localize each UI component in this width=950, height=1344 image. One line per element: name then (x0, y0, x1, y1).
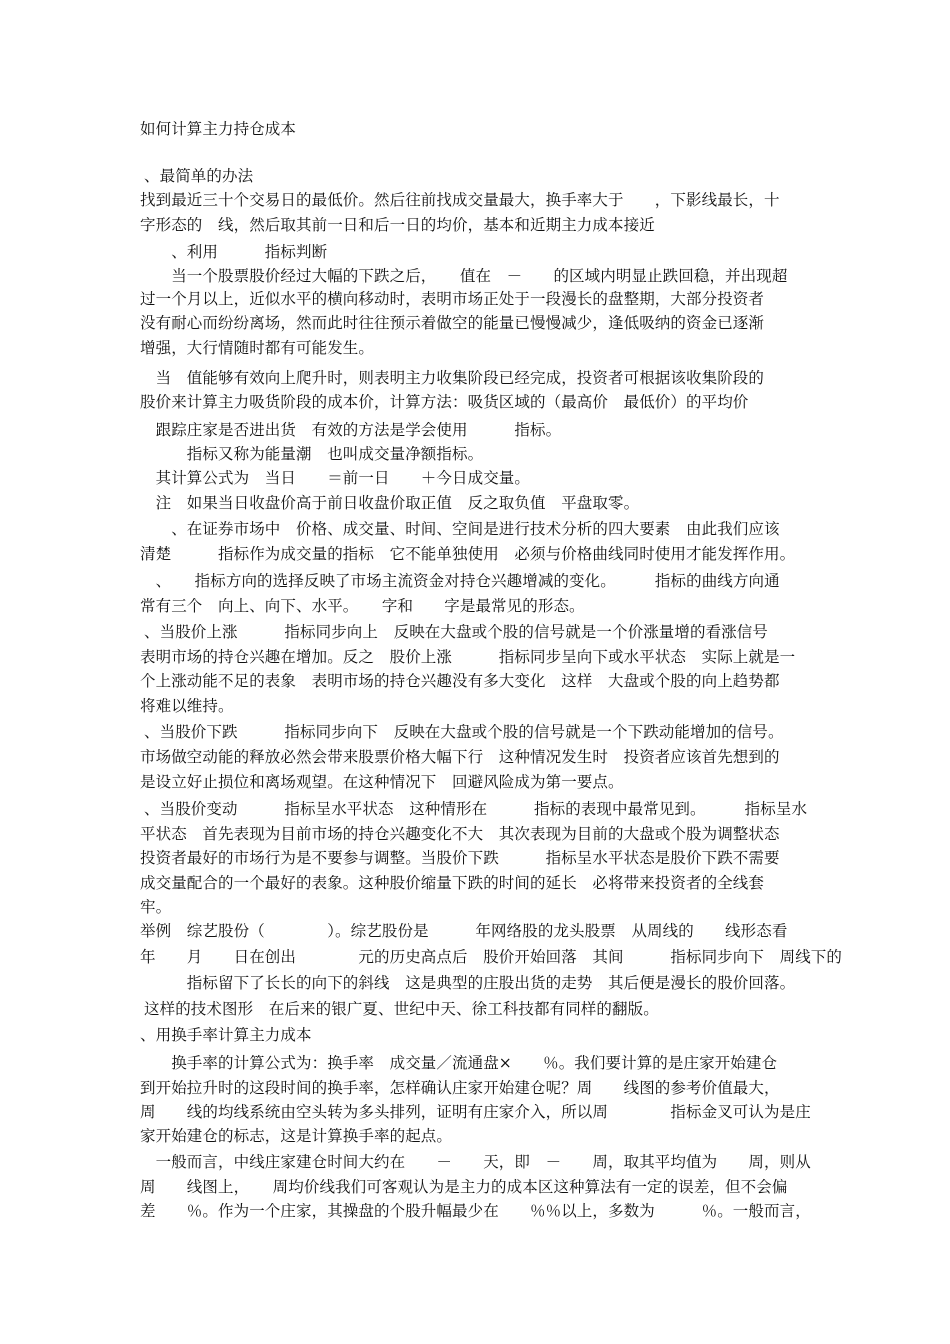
paragraph-line: 个上涨动能不足的表象 表明市场的持仓兴趣没有多大变化 这样 大盘或个股的向上趋势都 (140, 672, 780, 690)
paragraph-line: 、利用 指标判断 (140, 243, 328, 261)
paragraph-line: 成交量配合的一个最好的表象。这种股价缩量下跌的时间的延长 必将带来投资者的全线套 (140, 874, 765, 892)
paragraph-line: 当一个股票股价经过大幅的下跌之后， 值在 － 的区域内明显止跌回稳，并出现超 (140, 267, 788, 285)
paragraph-line: 将难以维持。 (140, 697, 234, 715)
paragraph-line: 牢。 (140, 898, 172, 916)
paragraph-line: 、 指标方向的选择反映了市场主流资金对持仓兴趣增减的变化。 指标的曲线方向通 (140, 572, 780, 590)
paragraph-line: 跟踪庄家是否进出货 有效的方法是学会使用 指标。 (140, 421, 562, 439)
paragraph-line: 周 线图上， 周均价线我们可客观认为是主力的成本区这种算法有一定的误差，但不会偏 (140, 1178, 788, 1196)
paragraph-line: 市场做空动能的释放必然会带来股票价格大幅下行 这种情况发生时 投资者应该首先想到的 (140, 748, 780, 766)
paragraph-line: 投资者最好的市场行为是不要参与调整。当股价下跌 指标呈水平状态是股价下跌不需要 (140, 849, 780, 867)
paragraph-line: 、用换手率计算主力成本 (140, 1026, 312, 1044)
paragraph-line: 差 ％。作为一个庄家，其操盘的个股升幅最少在 ％％以上，多数为 ％。一般而言， (140, 1202, 811, 1220)
paragraph-line: 找到最近三十个交易日的最低价。然后往前找成交量最大，换手率大于 ，下影线最长，十 (140, 191, 780, 209)
paragraph-line: 当 值能够有效向上爬升时，则表明主力收集阶段已经完成，投资者可根据该收集阶段的 (140, 369, 765, 387)
paragraph-line: 过一个月以上，近似水平的横向移动时，表明市场正处于一段漫长的盘整期，大部分投资者 (140, 290, 765, 308)
paragraph-line: 举例 综艺股份（ ）。综艺股份是 年网络股的龙头股票 从周线的 线形态看 (140, 922, 788, 940)
paragraph-line: 、在证券市场中 价格、成交量、时间、空间是进行技术分析的四大要素 由此我们应该 (140, 520, 780, 538)
paragraph-line: 换手率的计算公式为：换手率 成交量／流通盘× ％。我们要计算的是庄家开始建仓 (140, 1054, 778, 1072)
paragraph-line: 没有耐心而纷纷离场，然而此时往往预示着做空的能量已慢慢减少，逢低吸纳的资金已逐渐 (140, 314, 765, 332)
paragraph-line: 、最简单的办法 (144, 167, 254, 185)
paragraph-line: 指标留下了长长的向下的斜线 这是典型的庄股出货的走势 其后便是漫长的股价回落。 (140, 974, 796, 992)
paragraph-line: 、当股价变动 指标呈水平状态 这种情形在 指标的表现中最常见到。 指标呈水 (144, 800, 808, 818)
paragraph-line: 表明市场的持仓兴趣在增加。反之 股价上涨 指标同步呈向下或水平状态 实际上就是一 (140, 648, 796, 666)
paragraph-line: 常有三个 向上、向下、水平。 字和 字是最常见的形态。 (140, 597, 585, 615)
paragraph-line: 一般而言，中线庄家建仓时间大约在 － 天，即 － 周，取其平均值为 周，则从 (140, 1153, 811, 1171)
paragraph-line: 这样的技术图形 在后来的银广夏、世纪中天、徐工科技都有同样的翻版。 (144, 1000, 659, 1018)
paragraph-line: 字形态的 线，然后取其前一日和后一日的均价，基本和近期主力成本接近 (140, 216, 655, 234)
paragraph-line: 增强，大行情随时都有可能发生。 (140, 339, 375, 357)
paragraph-line: 股价来计算主力吸货阶段的成本价，计算方法：吸货区域的（最高价 最低价）的平均价 (140, 393, 749, 411)
paragraph-line: 其计算公式为 当日 ＝前一日 ＋今日成交量。 (140, 469, 531, 487)
paragraph-line: 清楚 指标作为成交量的指标 它不能单独使用 必须与价格曲线同时使用才能发挥作用。 (140, 545, 796, 563)
document-title: 如何计算主力持仓成本 (140, 120, 297, 138)
paragraph-line: 、当股价下跌 指标同步向下 反映在大盘或个股的信号就是一个下跌动能增加的信号。 (144, 723, 784, 741)
paragraph-line: 周 线的均线系统由空头转为多头排列，证明有庄家介入，所以周 指标金叉可认为是庄 (140, 1103, 811, 1121)
paragraph-line: 是设立好止损位和离场观望。在这种情况下 回避风险成为第一要点。 (140, 773, 624, 791)
paragraph-line: 到开始拉升时的这段时间的换手率，怎样确认庄家开始建仓呢？周 线图的参考价值最大， (140, 1079, 780, 1097)
paragraph-line: 指标又称为能量潮 也叫成交量净额指标。 (140, 445, 484, 463)
paragraph-line: 平状态 首先表现为目前市场的持仓兴趣变化不大 其次表现为目前的大盘或个股为调整状态 (140, 825, 780, 843)
paragraph-line: 年 月 日在创出 元的历史高点后 股价开始回落 其间 指标同步向下 周线下的 (140, 948, 843, 966)
paragraph-line: 家开始建仓的标志，这是计算换手率的起点。 (140, 1127, 453, 1145)
paragraph-line: 、当股价上涨 指标同步向上 反映在大盘或个股的信号就是一个价涨量增的看涨信号 (144, 623, 769, 641)
paragraph-line: 注 如果当日收盘价高于前日收盘价取正值 反之取负值 平盘取零。 (140, 494, 640, 512)
